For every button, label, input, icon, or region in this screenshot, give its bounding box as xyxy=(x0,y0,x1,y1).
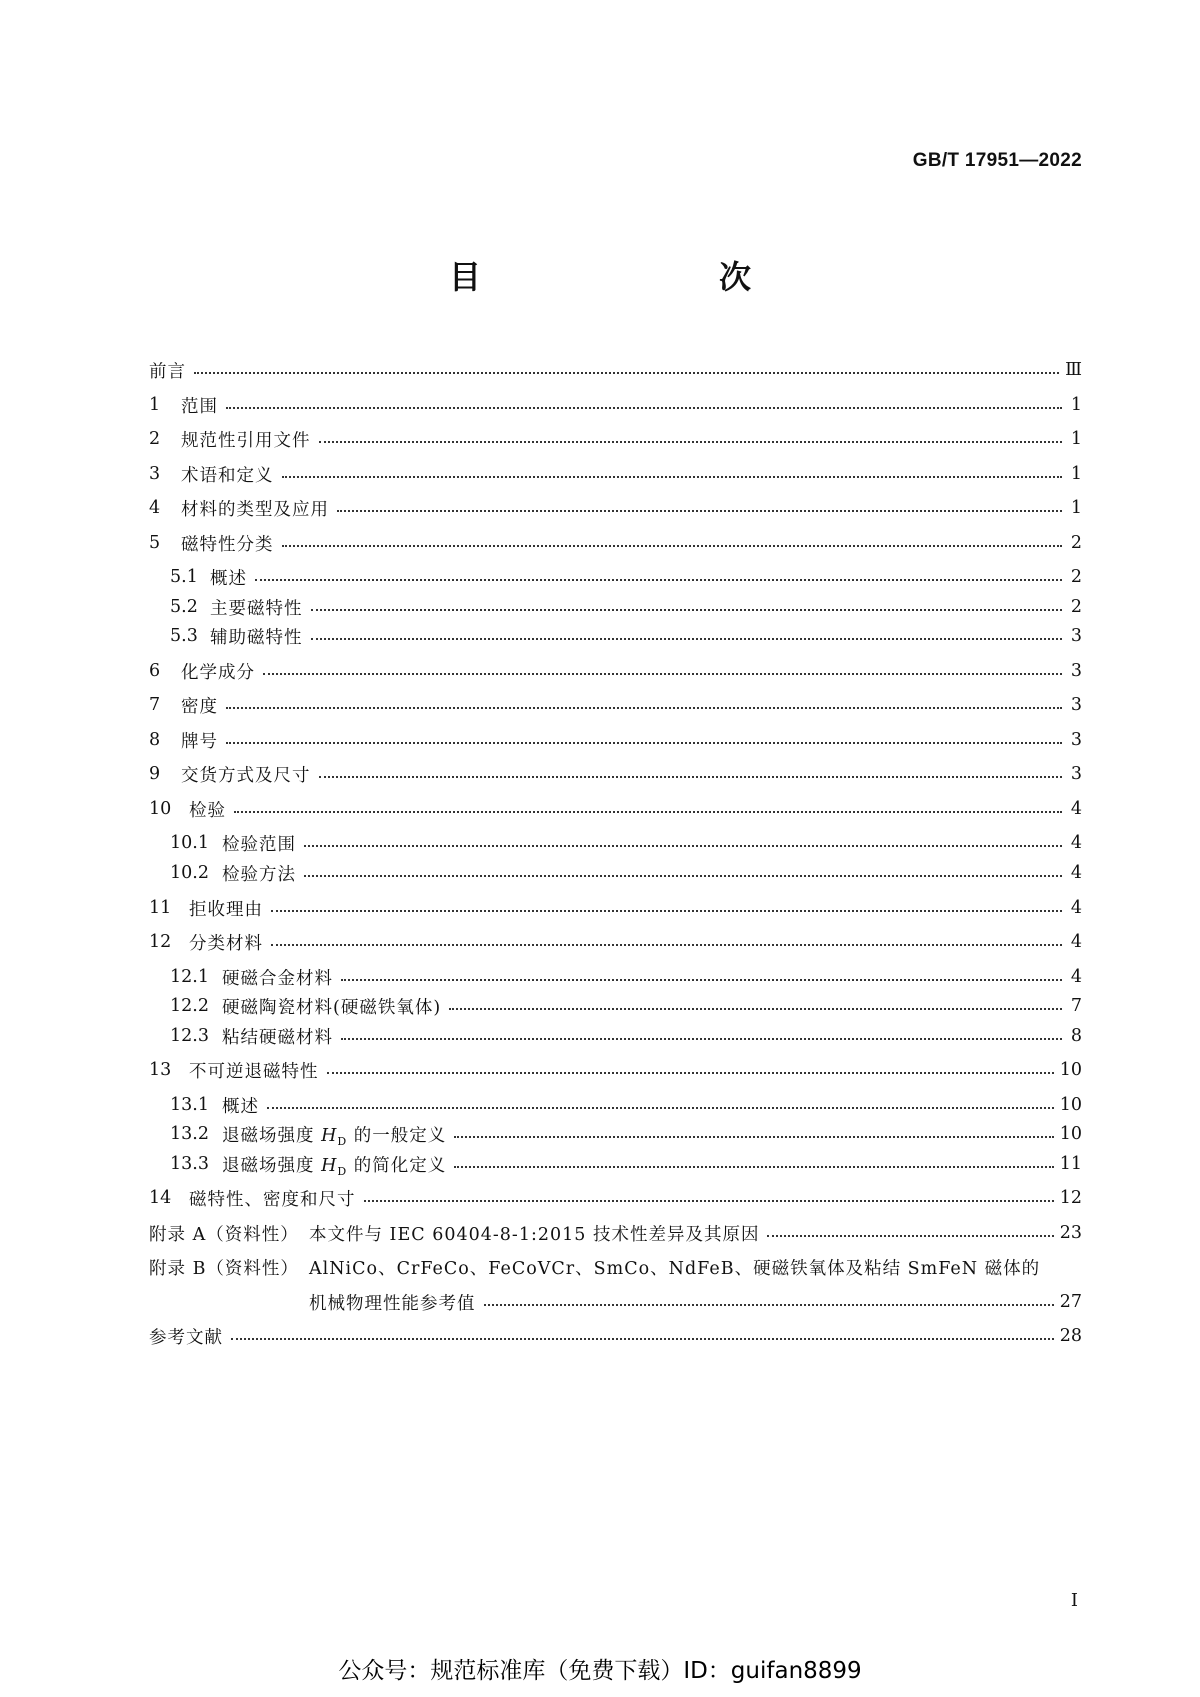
toc-entry-title: 粘结硬磁材料 xyxy=(222,1027,333,1048)
toc-entry-page: 4 xyxy=(1070,863,1082,883)
toc-entry-page: 27 xyxy=(1059,1292,1082,1312)
dot-leader xyxy=(226,742,1062,744)
dot-leader xyxy=(337,510,1062,512)
dot-leader xyxy=(271,944,1062,946)
toc-entry-title: 主要磁特性 xyxy=(210,598,303,619)
toc-entry-appendix-a[interactable] xyxy=(149,1218,1082,1248)
dot-leader xyxy=(231,1338,1054,1340)
dot-leader xyxy=(767,1235,1053,1237)
toc-entry-number: 9 xyxy=(149,764,161,784)
dot-leader xyxy=(364,1200,1054,1202)
appendix-label: 附录 B（资料性） xyxy=(149,1258,299,1279)
toc-entry-title: 分类材料 xyxy=(189,933,263,954)
toc-entry-5-1[interactable] xyxy=(149,562,1082,592)
toc-entry-number: 10.2 xyxy=(170,863,209,883)
toc-entry-13[interactable] xyxy=(149,1055,1082,1085)
toc-entry-title: 拒收理由 xyxy=(189,899,263,920)
toc-entry-page: 1 xyxy=(1070,464,1082,484)
toc-entry-13-1[interactable] xyxy=(149,1090,1082,1120)
toc-entry-foreword[interactable] xyxy=(149,355,1082,385)
toc-entry-page: 12 xyxy=(1059,1188,1082,1208)
dot-leader xyxy=(234,811,1062,813)
toc-entry-page: 2 xyxy=(1070,567,1082,587)
toc-entry-title: 检验方法 xyxy=(222,864,296,885)
toc-entry-8[interactable] xyxy=(149,725,1082,755)
toc-entry-4[interactable] xyxy=(149,493,1082,523)
toc-entry-number: 5.1 xyxy=(170,567,198,587)
toc-entry-title: 本文件与 IEC 60404-8-1:2015 技术性差异及其原因 xyxy=(309,1224,760,1245)
toc-entry-page: Ⅲ xyxy=(1065,360,1082,380)
toc-entry-title: 磁特性分类 xyxy=(181,534,274,555)
toc-entry-page: 8 xyxy=(1070,1026,1082,1046)
toc-entry-number: 12 xyxy=(149,932,172,952)
toc-entry-3[interactable] xyxy=(149,459,1082,489)
toc-entry-number: 13.1 xyxy=(170,1095,209,1115)
dot-leader xyxy=(311,638,1063,640)
toc-entry-page: 28 xyxy=(1059,1326,1082,1346)
dot-leader xyxy=(282,545,1063,547)
toc-entry-page: 4 xyxy=(1070,799,1082,819)
toc-entry-appendix-b[interactable] xyxy=(149,1252,1082,1282)
toc-entry-page: 1 xyxy=(1070,429,1082,449)
toc-entry-page: 23 xyxy=(1059,1223,1082,1243)
page-title: 目 次 xyxy=(448,258,809,296)
toc-entry-title: 硬磁合金材料 xyxy=(222,968,333,989)
dot-leader xyxy=(304,845,1062,847)
watermark-text: 公众号：规范标准库（免费下载）ID：guifan8899 xyxy=(338,1658,862,1684)
toc-entry-number: 10.1 xyxy=(170,833,209,853)
dot-leader xyxy=(304,875,1062,877)
toc-entry-title: 参考文献 xyxy=(149,1327,223,1348)
toc-entry-title: 退磁场强度 $H_D$ 的一般定义 xyxy=(222,1125,447,1148)
page-number: Ⅰ xyxy=(1070,1590,1078,1611)
toc-entry-13-2[interactable] xyxy=(149,1119,1082,1149)
toc-entry-12-2[interactable] xyxy=(149,991,1082,1021)
toc-entry-title: 概述 xyxy=(222,1096,259,1117)
toc-entry-page: 4 xyxy=(1070,898,1082,918)
toc-entry-1[interactable] xyxy=(149,390,1082,420)
toc-entry-page: 10 xyxy=(1059,1124,1082,1144)
toc-entry-7[interactable] xyxy=(149,690,1082,720)
toc-entry-page: 3 xyxy=(1070,764,1082,784)
toc-entry-10[interactable] xyxy=(149,794,1082,824)
toc-entry-5-3[interactable] xyxy=(149,621,1082,651)
toc-entry-number: 13.2 xyxy=(170,1124,209,1144)
toc-entry-title: 交货方式及尺寸 xyxy=(181,765,311,786)
toc-entry-page: 10 xyxy=(1059,1060,1082,1080)
dot-leader xyxy=(255,579,1062,581)
dot-leader xyxy=(311,609,1063,611)
toc-entry-title-continued: 机械物理性能参考值 xyxy=(309,1293,476,1314)
dot-leader xyxy=(319,776,1063,778)
toc-entry-number: 3 xyxy=(149,464,161,484)
toc-entry-9[interactable] xyxy=(149,759,1082,789)
toc-entry-number: 13.3 xyxy=(170,1154,209,1174)
dot-leader xyxy=(449,1008,1062,1010)
toc-entry-page: 2 xyxy=(1070,597,1082,617)
toc-entry-page: 3 xyxy=(1070,661,1082,681)
toc-entry-10-1[interactable] xyxy=(149,828,1082,858)
toc-entry-number: 1 xyxy=(149,395,161,415)
toc-entry-title: 辅助磁特性 xyxy=(210,627,303,648)
toc-entry-number: 12.1 xyxy=(170,967,209,987)
toc-entry-page: 3 xyxy=(1070,730,1082,750)
toc-entry-page: 1 xyxy=(1070,395,1082,415)
appendix-label: 附录 A（资料性） xyxy=(149,1224,299,1245)
toc-entry-number: 13 xyxy=(149,1060,172,1080)
standard-code: GB/T 17951—2022 xyxy=(912,150,1082,171)
toc-entry-5[interactable] xyxy=(149,528,1082,558)
toc-entry-page: 1 xyxy=(1070,498,1082,518)
dot-leader xyxy=(341,979,1062,981)
toc-entry-number: 14 xyxy=(149,1188,172,1208)
toc-entry-page: 4 xyxy=(1070,967,1082,987)
toc-entry-page: 3 xyxy=(1070,626,1082,646)
toc-entry-6[interactable] xyxy=(149,656,1082,686)
toc-entry-page: 4 xyxy=(1070,932,1082,952)
dot-leader xyxy=(226,407,1062,409)
toc-entry-5-2[interactable] xyxy=(149,592,1082,622)
toc-entry-title: 化学成分 xyxy=(181,662,255,683)
toc-entry-number: 7 xyxy=(149,695,161,715)
toc-entry-page: 11 xyxy=(1059,1154,1082,1174)
dot-leader xyxy=(271,910,1062,912)
toc-entry-number: 5.2 xyxy=(170,597,198,617)
toc-entry-title: 前言 xyxy=(149,361,186,382)
dot-leader xyxy=(454,1166,1053,1168)
toc-entry-number: 6 xyxy=(149,661,161,681)
toc-entry-number: 12.3 xyxy=(170,1026,209,1046)
toc-entry-10-2[interactable] xyxy=(149,858,1082,888)
toc-entry-number: 11 xyxy=(149,898,172,918)
toc-entry-number: 8 xyxy=(149,730,161,750)
toc-entry-page: 3 xyxy=(1070,695,1082,715)
toc-entry-title: 术语和定义 xyxy=(181,465,274,486)
dot-leader xyxy=(319,441,1063,443)
dot-leader xyxy=(267,1107,1054,1109)
dot-leader xyxy=(194,372,1059,374)
toc-entry-page: 2 xyxy=(1070,533,1082,553)
toc-entry-14[interactable] xyxy=(149,1183,1082,1213)
toc-entry-12-3[interactable] xyxy=(149,1021,1082,1051)
toc-entry-appendix-b-continued[interactable] xyxy=(149,1287,1082,1317)
toc-entry-page: 7 xyxy=(1070,996,1082,1016)
toc-entry-page: 4 xyxy=(1070,833,1082,853)
dot-leader xyxy=(226,707,1062,709)
dot-leader xyxy=(454,1136,1053,1138)
toc-entry-title: 概述 xyxy=(210,568,247,589)
dot-leader xyxy=(341,1038,1062,1040)
toc-entry-title: 材料的类型及应用 xyxy=(181,499,329,520)
toc-entry-number: 5.3 xyxy=(170,626,198,646)
toc-entry-title: 规范性引用文件 xyxy=(181,430,311,451)
toc-entry-2[interactable] xyxy=(149,424,1082,454)
dot-leader xyxy=(282,476,1063,478)
toc-entry-number: 12.2 xyxy=(170,996,209,1016)
toc-entry-title: 密度 xyxy=(181,696,218,717)
toc-entry-title: 硬磁陶瓷材料(硬磁铁氧体) xyxy=(222,997,442,1018)
toc-entry-11[interactable] xyxy=(149,893,1082,923)
toc-entry-title: 检验 xyxy=(189,800,226,821)
toc-entry-title: AlNiCo、CrFeCo、FeCoVCr、SmCo、NdFeB、硬磁铁氧体及粘结 SmFeN 磁体的 xyxy=(309,1258,1041,1279)
toc-entry-number: 4 xyxy=(149,498,161,518)
dot-leader xyxy=(484,1304,1054,1306)
toc-entry-title: 范围 xyxy=(181,396,218,417)
toc-entry-number: 10 xyxy=(149,799,172,819)
toc-entry-title: 不可逆退磁特性 xyxy=(189,1061,319,1082)
toc-entry-13-3[interactable] xyxy=(149,1149,1082,1179)
toc-entry-title: 牌号 xyxy=(181,731,218,752)
toc-entry-number: 5 xyxy=(149,533,161,553)
toc-entry-12[interactable] xyxy=(149,927,1082,957)
toc-entry-title: 检验范围 xyxy=(222,834,296,855)
toc-entry-page: 10 xyxy=(1059,1095,1082,1115)
dot-leader xyxy=(263,673,1062,675)
toc-entry-bibliography[interactable] xyxy=(149,1321,1082,1351)
toc-entry-number: 2 xyxy=(149,429,161,449)
toc-entry-12-1[interactable] xyxy=(149,962,1082,992)
toc-entry-title: 磁特性、密度和尺寸 xyxy=(189,1189,356,1210)
dot-leader xyxy=(327,1072,1054,1074)
toc-entry-title: 退磁场强度 $H_D$ 的简化定义 xyxy=(222,1155,447,1178)
